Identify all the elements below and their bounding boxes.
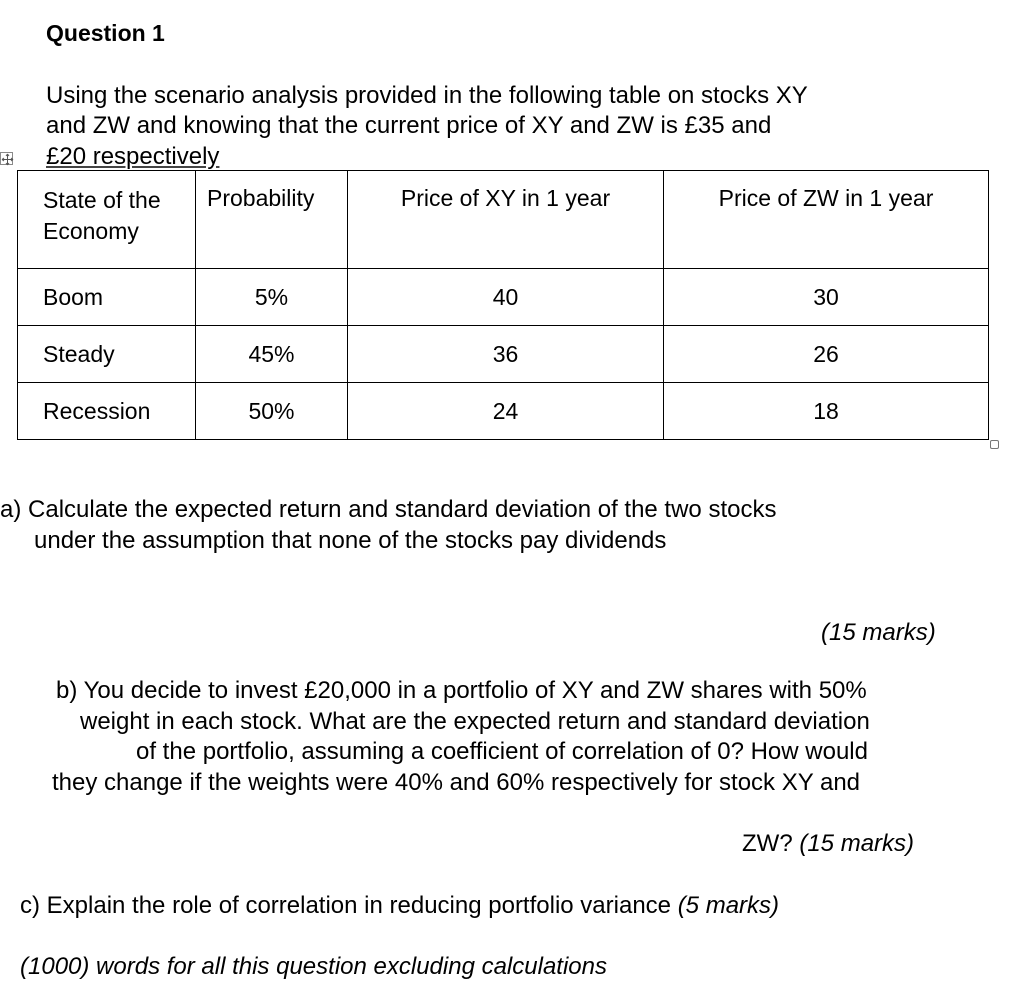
intro-line-3 (46, 143, 219, 171)
table-row (18, 383, 989, 440)
header-price-zw: Price of ZW in 1 year (664, 171, 989, 269)
part-a-line-1: a) Calculate the expected return and standard deviation of the two stocks (0, 496, 777, 523)
part-b-line-4: they change if the weights were 40% and 60% respectively for stock XY and (52, 769, 861, 796)
cell-price-xy: 36 (348, 326, 664, 383)
part-c-marks: (5 marks) (677, 892, 780, 919)
intro-line-1: Using the scenario analysis provided in the following table on stocks XY (46, 82, 808, 109)
table-header-row (18, 171, 989, 269)
header-state: State of the Economy (18, 171, 196, 269)
cell-probability: 45% (196, 326, 348, 383)
part-c (20, 892, 779, 920)
cell-price-zw: 30 (664, 269, 989, 326)
cell-state: Boom (18, 269, 196, 326)
cell-probability: 50% (196, 383, 348, 440)
table-resize-handle-icon[interactable] (990, 440, 999, 449)
intro-line-2: and ZW and knowing that the current price of XY and ZW is £35 and (46, 112, 772, 139)
cell-price-xy: 24 (348, 383, 664, 440)
cell-probability: 5% (196, 269, 348, 326)
cell-price-zw: 18 (664, 383, 989, 440)
part-b-line-1: b) You decide to invest £20,000 in a portfolio of XY and ZW shares with 50% (56, 677, 867, 704)
cell-state: Recession (18, 383, 196, 440)
table-move-handle-icon[interactable] (0, 152, 13, 165)
header-probability: Probability (196, 171, 348, 269)
table-row (18, 326, 989, 383)
part-b-line-3: of the portfolio, assuming a coefficient of correlation of 0? How would (136, 738, 868, 765)
cell-price-zw: 26 (664, 326, 989, 383)
part-b-line-2: weight in each stock. What are the expected return and standard deviation (80, 708, 870, 735)
part-b-line-5 (742, 830, 914, 858)
scenario-table (17, 170, 989, 440)
part-b-marks: (15 marks) (799, 830, 915, 857)
part-a-marks: (15 marks) (821, 619, 936, 646)
part-b-line-5-text: ZW? (742, 830, 793, 857)
header-price-xy: Price of XY in 1 year (348, 171, 664, 269)
intro-line-3-text: £20 respectively (46, 143, 220, 170)
question-title: Question 1 (46, 20, 165, 46)
cell-price-xy: 40 (348, 269, 664, 326)
part-a-line-2: under the assumption that none of the stocks pay dividends (34, 527, 667, 554)
cell-state: Steady (18, 326, 196, 383)
table-row (18, 269, 989, 326)
word-limit-note: (1000) words for all this question excluding calculations (20, 953, 607, 980)
part-c-text: c) Explain the role of correlation in reducing portfolio variance (20, 892, 672, 919)
